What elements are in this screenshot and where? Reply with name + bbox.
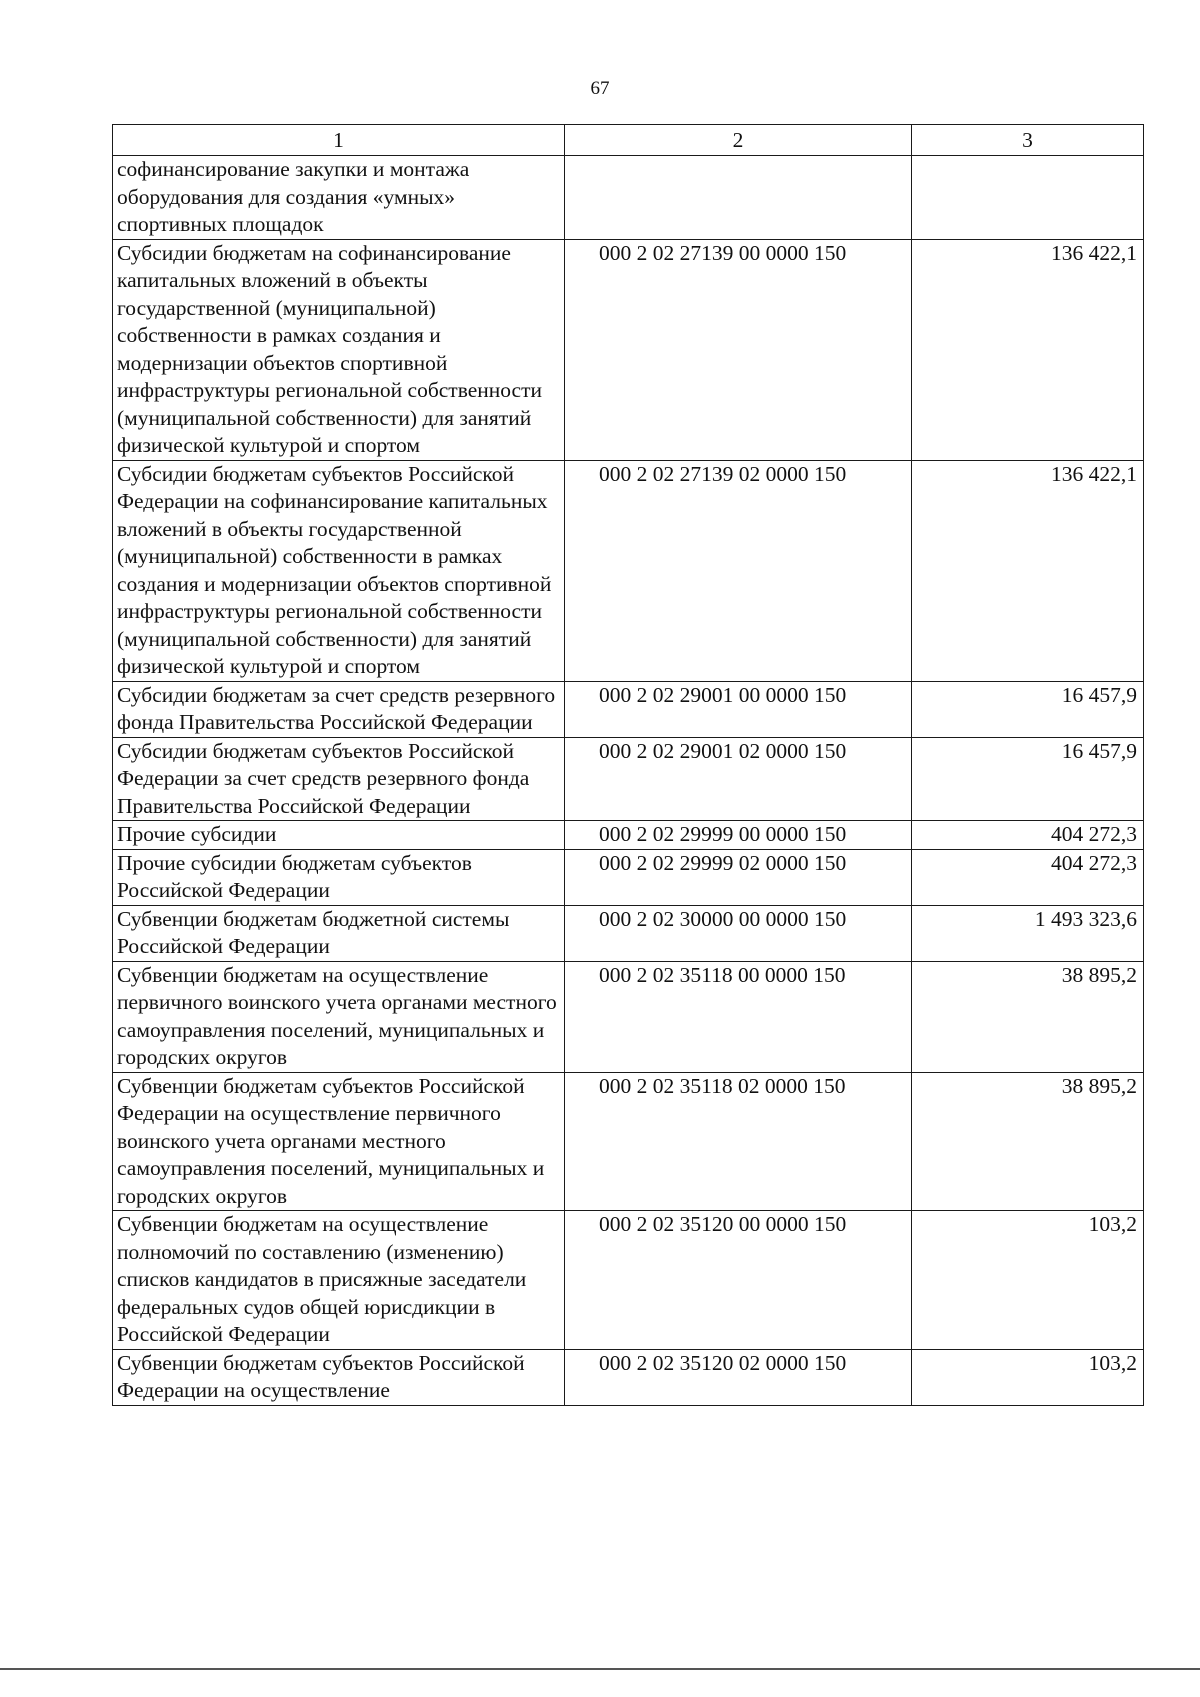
row-code-cell: 000 2 02 35120 02 0000 150: [565, 1349, 912, 1405]
row-amount-cell: 404 272,3: [912, 849, 1144, 905]
row-code-cell: 000 2 02 27139 00 0000 150: [565, 239, 912, 460]
row-name-cell: Субсидии бюджетам за счет средств резервного фонда Правительства Российской Федерации: [113, 681, 565, 737]
table-row: [113, 681, 1144, 737]
row-name-cell: Субвенции бюджетам субъектов Российской Федерации на осуществление: [113, 1349, 565, 1405]
row-name-cell: Субсидии бюджетам субъектов Российской Федерации на софинансирование капитальных вложений в объекты государственной (муниципальной) собственности в рамках создания и модернизации объектов спортивной инфраструктуры региональной собственности (муниципальной собственности) для занятий физической культурой и спортом: [113, 460, 565, 681]
row-code-cell: 000 2 02 35118 00 0000 150: [565, 961, 912, 1072]
table-row: [113, 156, 1144, 240]
row-amount-cell: 136 422,1: [912, 239, 1144, 460]
table-row: [113, 961, 1144, 1072]
row-amount-cell: 38 895,2: [912, 1072, 1144, 1211]
row-code-cell: 000 2 02 29999 00 0000 150: [565, 821, 912, 850]
table-row: [113, 905, 1144, 961]
row-name-cell: Субвенции бюджетам на осуществление первичного воинского учета органами местного самоуправления поселений, муниципальных и городских округов: [113, 961, 565, 1072]
row-amount-cell: 1 493 323,6: [912, 905, 1144, 961]
row-amount-cell: 38 895,2: [912, 961, 1144, 1072]
table-row: [113, 1349, 1144, 1405]
row-code-cell: 000 2 02 29999 02 0000 150: [565, 849, 912, 905]
table-row: [113, 737, 1144, 821]
row-name-cell: Субсидии бюджетам на софинансирование капитальных вложений в объекты государственной (муниципальной) собственности в рамках создания и модернизации объектов спортивной инфраструктуры региональной собственности (муниципальной собственности) для занятий физической культурой и спортом: [113, 239, 565, 460]
row-code-cell: 000 2 02 35120 00 0000 150: [565, 1211, 912, 1350]
table-row: [113, 1211, 1144, 1350]
row-name-cell: Субсидии бюджетам субъектов Российской Федерации за счет средств резервного фонда Правительства Российской Федерации: [113, 737, 565, 821]
table-row: [113, 821, 1144, 850]
row-name-cell: Прочие субсидии: [113, 821, 565, 850]
bottom-divider: [0, 1668, 1200, 1670]
column-header-2: 2: [565, 125, 912, 156]
row-amount-cell: 16 457,9: [912, 737, 1144, 821]
row-amount-cell: 136 422,1: [912, 460, 1144, 681]
row-name-cell: Субвенции бюджетам на осуществление полномочий по составлению (изменению) списков кандидатов в присяжные заседатели федеральных судов общей юрисдикции в Российской Федерации: [113, 1211, 565, 1350]
page-number: 67: [590, 78, 610, 99]
table-row: [113, 1072, 1144, 1211]
table-row: [113, 239, 1144, 460]
row-name-cell: Субвенции бюджетам субъектов Российской Федерации на осуществление первичного воинского учета органами местного самоуправления поселений, муниципальных и городских округов: [113, 1072, 565, 1211]
row-code-cell: 000 2 02 29001 00 0000 150: [565, 681, 912, 737]
budget-table: [112, 124, 1144, 1406]
header-row: [113, 125, 1144, 156]
column-header-1: 1: [113, 125, 565, 156]
row-name-cell: Прочие субсидии бюджетам субъектов Российской Федерации: [113, 849, 565, 905]
row-amount-cell: 16 457,9: [912, 681, 1144, 737]
column-header-3: 3: [912, 125, 1144, 156]
row-code-cell: 000 2 02 29001 02 0000 150: [565, 737, 912, 821]
table-row: [113, 460, 1144, 681]
row-amount-cell: 103,2: [912, 1211, 1144, 1350]
row-amount-cell: [912, 156, 1144, 240]
row-code-cell: 000 2 02 35118 02 0000 150: [565, 1072, 912, 1211]
row-amount-cell: 103,2: [912, 1349, 1144, 1405]
table-row: [113, 849, 1144, 905]
row-amount-cell: 404 272,3: [912, 821, 1144, 850]
row-name-cell: Субвенции бюджетам бюджетной системы Российской Федерации: [113, 905, 565, 961]
row-name-cell: софинансирование закупки и монтажа оборудования для создания «умных» спортивных площадок: [113, 156, 565, 240]
row-code-cell: 000 2 02 27139 02 0000 150: [565, 460, 912, 681]
row-code-cell: [565, 156, 912, 240]
row-code-cell: 000 2 02 30000 00 0000 150: [565, 905, 912, 961]
